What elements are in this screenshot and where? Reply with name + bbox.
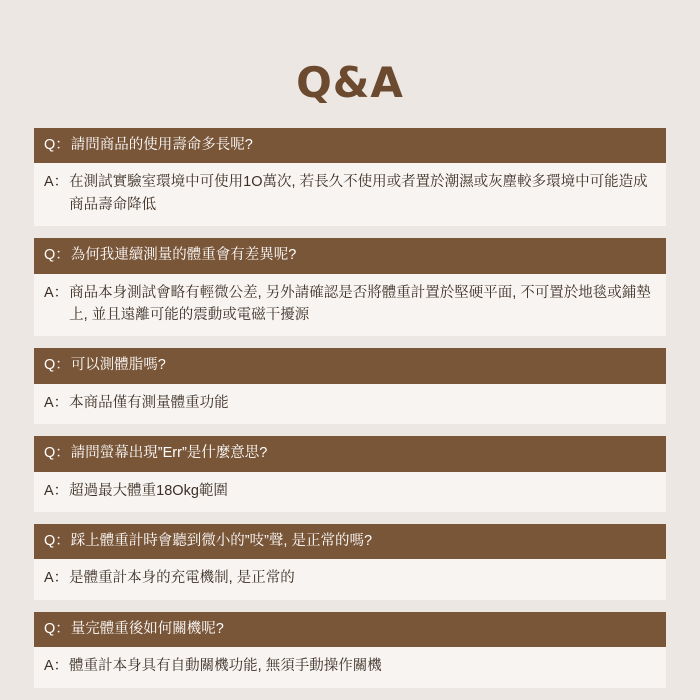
qa-list <box>34 128 666 688</box>
answer-row <box>34 647 666 687</box>
answer-tag: A： <box>44 284 69 301</box>
qa-item <box>34 524 666 600</box>
question-row <box>34 612 666 647</box>
question-text: 量完體重後如何關機呢? <box>70 620 224 637</box>
question-tag: Q： <box>44 445 70 462</box>
question-tag: Q： <box>44 247 70 264</box>
answer-text: 是體重計本身的充電機制, 是正常的 <box>69 570 295 587</box>
question-text: 請問螢幕出現”Err”是什麼意思? <box>70 445 268 462</box>
qa-item <box>34 348 666 424</box>
question-text: 踩上體重計時會聽到微小的”吱”聲, 是正常的嗎? <box>70 533 373 549</box>
question-tag: Q： <box>44 533 70 549</box>
answer-row <box>34 472 666 512</box>
answer-tag: A： <box>44 394 69 411</box>
answer-tag: A： <box>44 482 69 499</box>
qa-item <box>34 128 666 226</box>
answer-row <box>34 559 666 599</box>
question-row <box>34 238 666 273</box>
qa-item <box>34 612 666 688</box>
question-text: 請問商品的使用壽命多長呢? <box>70 137 253 153</box>
answer-tag: A： <box>44 570 69 587</box>
page-title: Q&A <box>296 58 404 107</box>
answer-text: 超過最大體重18Okg範圍 <box>69 482 228 499</box>
answer-text: 本商品僅有測量體重功能 <box>69 394 229 411</box>
question-row <box>34 524 666 559</box>
answer-tag: A： <box>44 174 69 191</box>
qa-item <box>34 238 666 336</box>
question-row <box>34 128 666 163</box>
answer-row <box>34 274 666 337</box>
question-text: 可以測體脂嗎? <box>70 357 166 374</box>
answer-text: 在測試實驗室環境中可使用1O萬次, 若長久不使用或者置於潮濕或灰塵較多環境中可能造成商品壽命降低 <box>69 174 648 213</box>
answer-text: 商品本身測試會略有輕微公差, 另外請確認是否將體重計置於堅硬平面, 不可置於地毯或鋪墊上, 並且遠離可能的震動或電磁干擾源 <box>69 284 651 323</box>
question-tag: Q： <box>44 357 70 374</box>
question-tag: Q： <box>44 620 70 637</box>
question-row <box>34 436 666 471</box>
question-text: 為何我連續測量的體重會有差異呢? <box>70 247 297 264</box>
answer-row <box>34 384 666 424</box>
question-tag: Q： <box>44 137 70 153</box>
answer-row <box>34 163 666 226</box>
answer-tag: A： <box>44 658 69 675</box>
answer-text: 體重計本身具有自動關機功能, 無須手動操作關機 <box>69 658 382 675</box>
question-row <box>34 348 666 383</box>
qa-item <box>34 436 666 512</box>
